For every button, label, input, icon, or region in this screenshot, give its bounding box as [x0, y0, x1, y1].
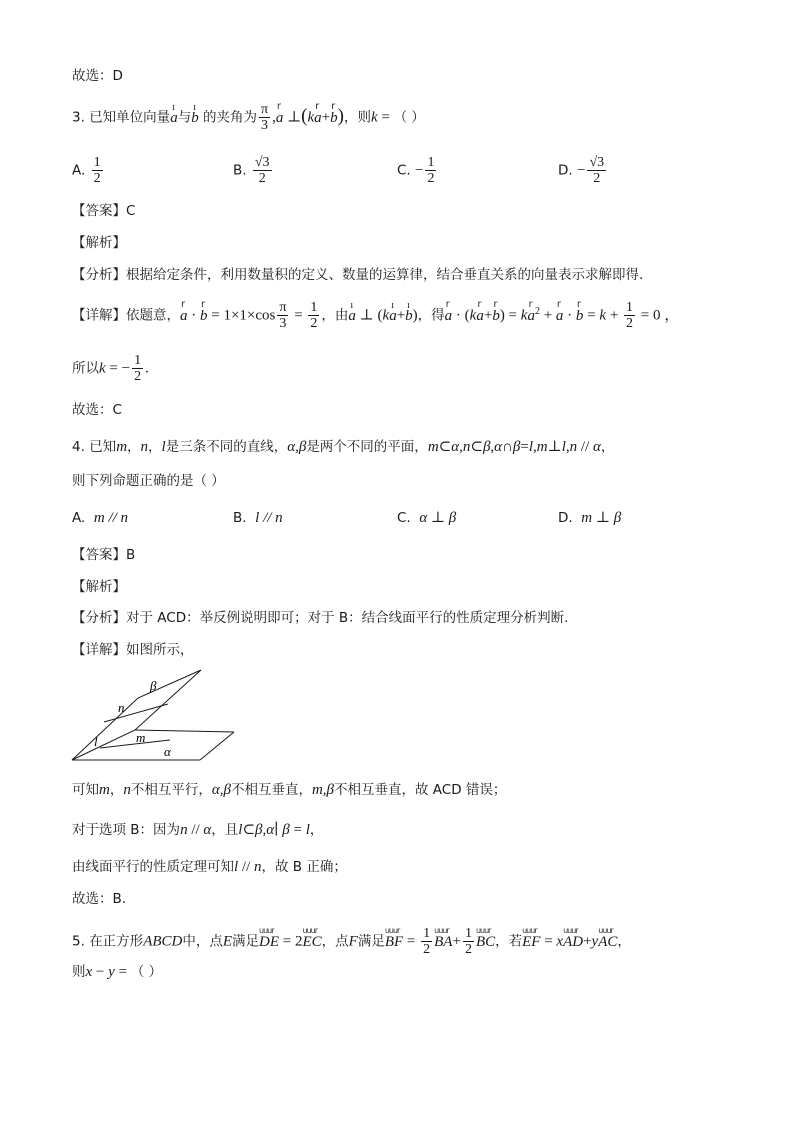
fig-label-alpha: α — [164, 744, 171, 759]
q5-stem: 5. 在正方形ABCD中，点E满足uuur DE = 2uuur EC，点F满足uuur BF = $\frac{1}{2}$ uuur BA+ $\frac{1}{2}$ uuur BC，若uuur EF = xuuur AD+yuuur AC， — [72, 926, 631, 957]
q4-option-b-reason: 对于选项 B：因为n // α，且l⊂β,α∣ β = l， — [72, 822, 324, 838]
q4-stem: 4. 已知m，n，l是三条不同的直线，α,β是两个不同的平面，m⊂α,n⊂β,α∩β=l,m⊥l,n // α， — [72, 439, 615, 455]
q4-xiangjie: 【详解】如图所示， — [72, 642, 194, 658]
q3-number: 3. — [72, 109, 85, 126]
q4-option-a: A. m // n — [72, 510, 129, 526]
q3-fenxi: 【分析】根据给定条件，利用数量积的定义、数量的运算律，结合垂直关系的向量表示求解即得. — [72, 267, 644, 283]
q3-stem: 3. 已知单位向量ı a与ı b 的夹角为 $\frac{\pi}{3}$ ,r a ⊥(kr a+r b)，则k = （ ） — [72, 102, 425, 133]
pi-over-3: $\frac{\pi}{3}$ — [260, 102, 269, 133]
q4-jiexi: 【解析】 — [72, 579, 126, 595]
planes-figure — [68, 666, 240, 764]
q4-fenxi: 【分析】对于 ACD：举反例说明即可；对于 B：结合线面平行的性质定理分析判断. — [72, 610, 569, 626]
vec-a: ı a — [170, 108, 178, 128]
q3-option-a: A. $\frac{1}{2}$ — [72, 155, 101, 186]
fig-label-l: l — [94, 734, 98, 749]
q4-theorem: 由线面平行的性质定理可知l // n，故 B 正确； — [72, 859, 347, 875]
q3-suoyi: 所以k = − $\frac{1}{2}$ . — [72, 353, 149, 384]
q4-option-b: B. l // n — [233, 510, 283, 526]
vec-b: ı b — [191, 108, 199, 128]
q4-stem-line2: 则下列命题正确的是（ ） — [72, 473, 225, 489]
q3-choose: 故选：C — [72, 402, 122, 418]
q4-option-c: C. α ⊥ β — [397, 510, 457, 526]
q3-answer: 【答案】C — [72, 203, 136, 219]
q3-jiexi: 【解析】 — [72, 235, 126, 251]
q3-xiangjie: 【详解】依题意，r a · r b = 1×1×cos $\frac{\pi}{3}$ = $\frac{1}{2}$ ，由ı a ⊥ (kı a+ı b)，得r a · (kr a+r b) = kr $a^2 + r$ a · r b = k + $\frac{1}{2}$ = 0 ， — [72, 300, 679, 331]
q4-choose: 故选：B. — [72, 891, 127, 907]
fig-label-beta: β — [150, 678, 157, 693]
q4-answer: 【答案】B — [72, 547, 136, 563]
fig-label-m: m — [136, 730, 146, 745]
q4-option-d: D. m ⊥ β — [558, 510, 622, 526]
fig-label-n: n — [118, 700, 125, 715]
q4-kezhi: 可知m，n不相互平行，α,β不相互垂直，m,β不相互垂直，故 ACD 错误； — [72, 782, 507, 798]
q3-option-d: D. − $\frac{√3}{2}$ — [558, 155, 605, 186]
q3-option-b: B. $\frac{√3}{2}$ — [233, 155, 270, 186]
q3-option-c: C. − $\frac{1}{2}$ — [397, 155, 435, 186]
q2-choose: 故选：D — [72, 68, 123, 84]
q5-stem-line2: 则x − y = （ ） — [72, 964, 163, 980]
